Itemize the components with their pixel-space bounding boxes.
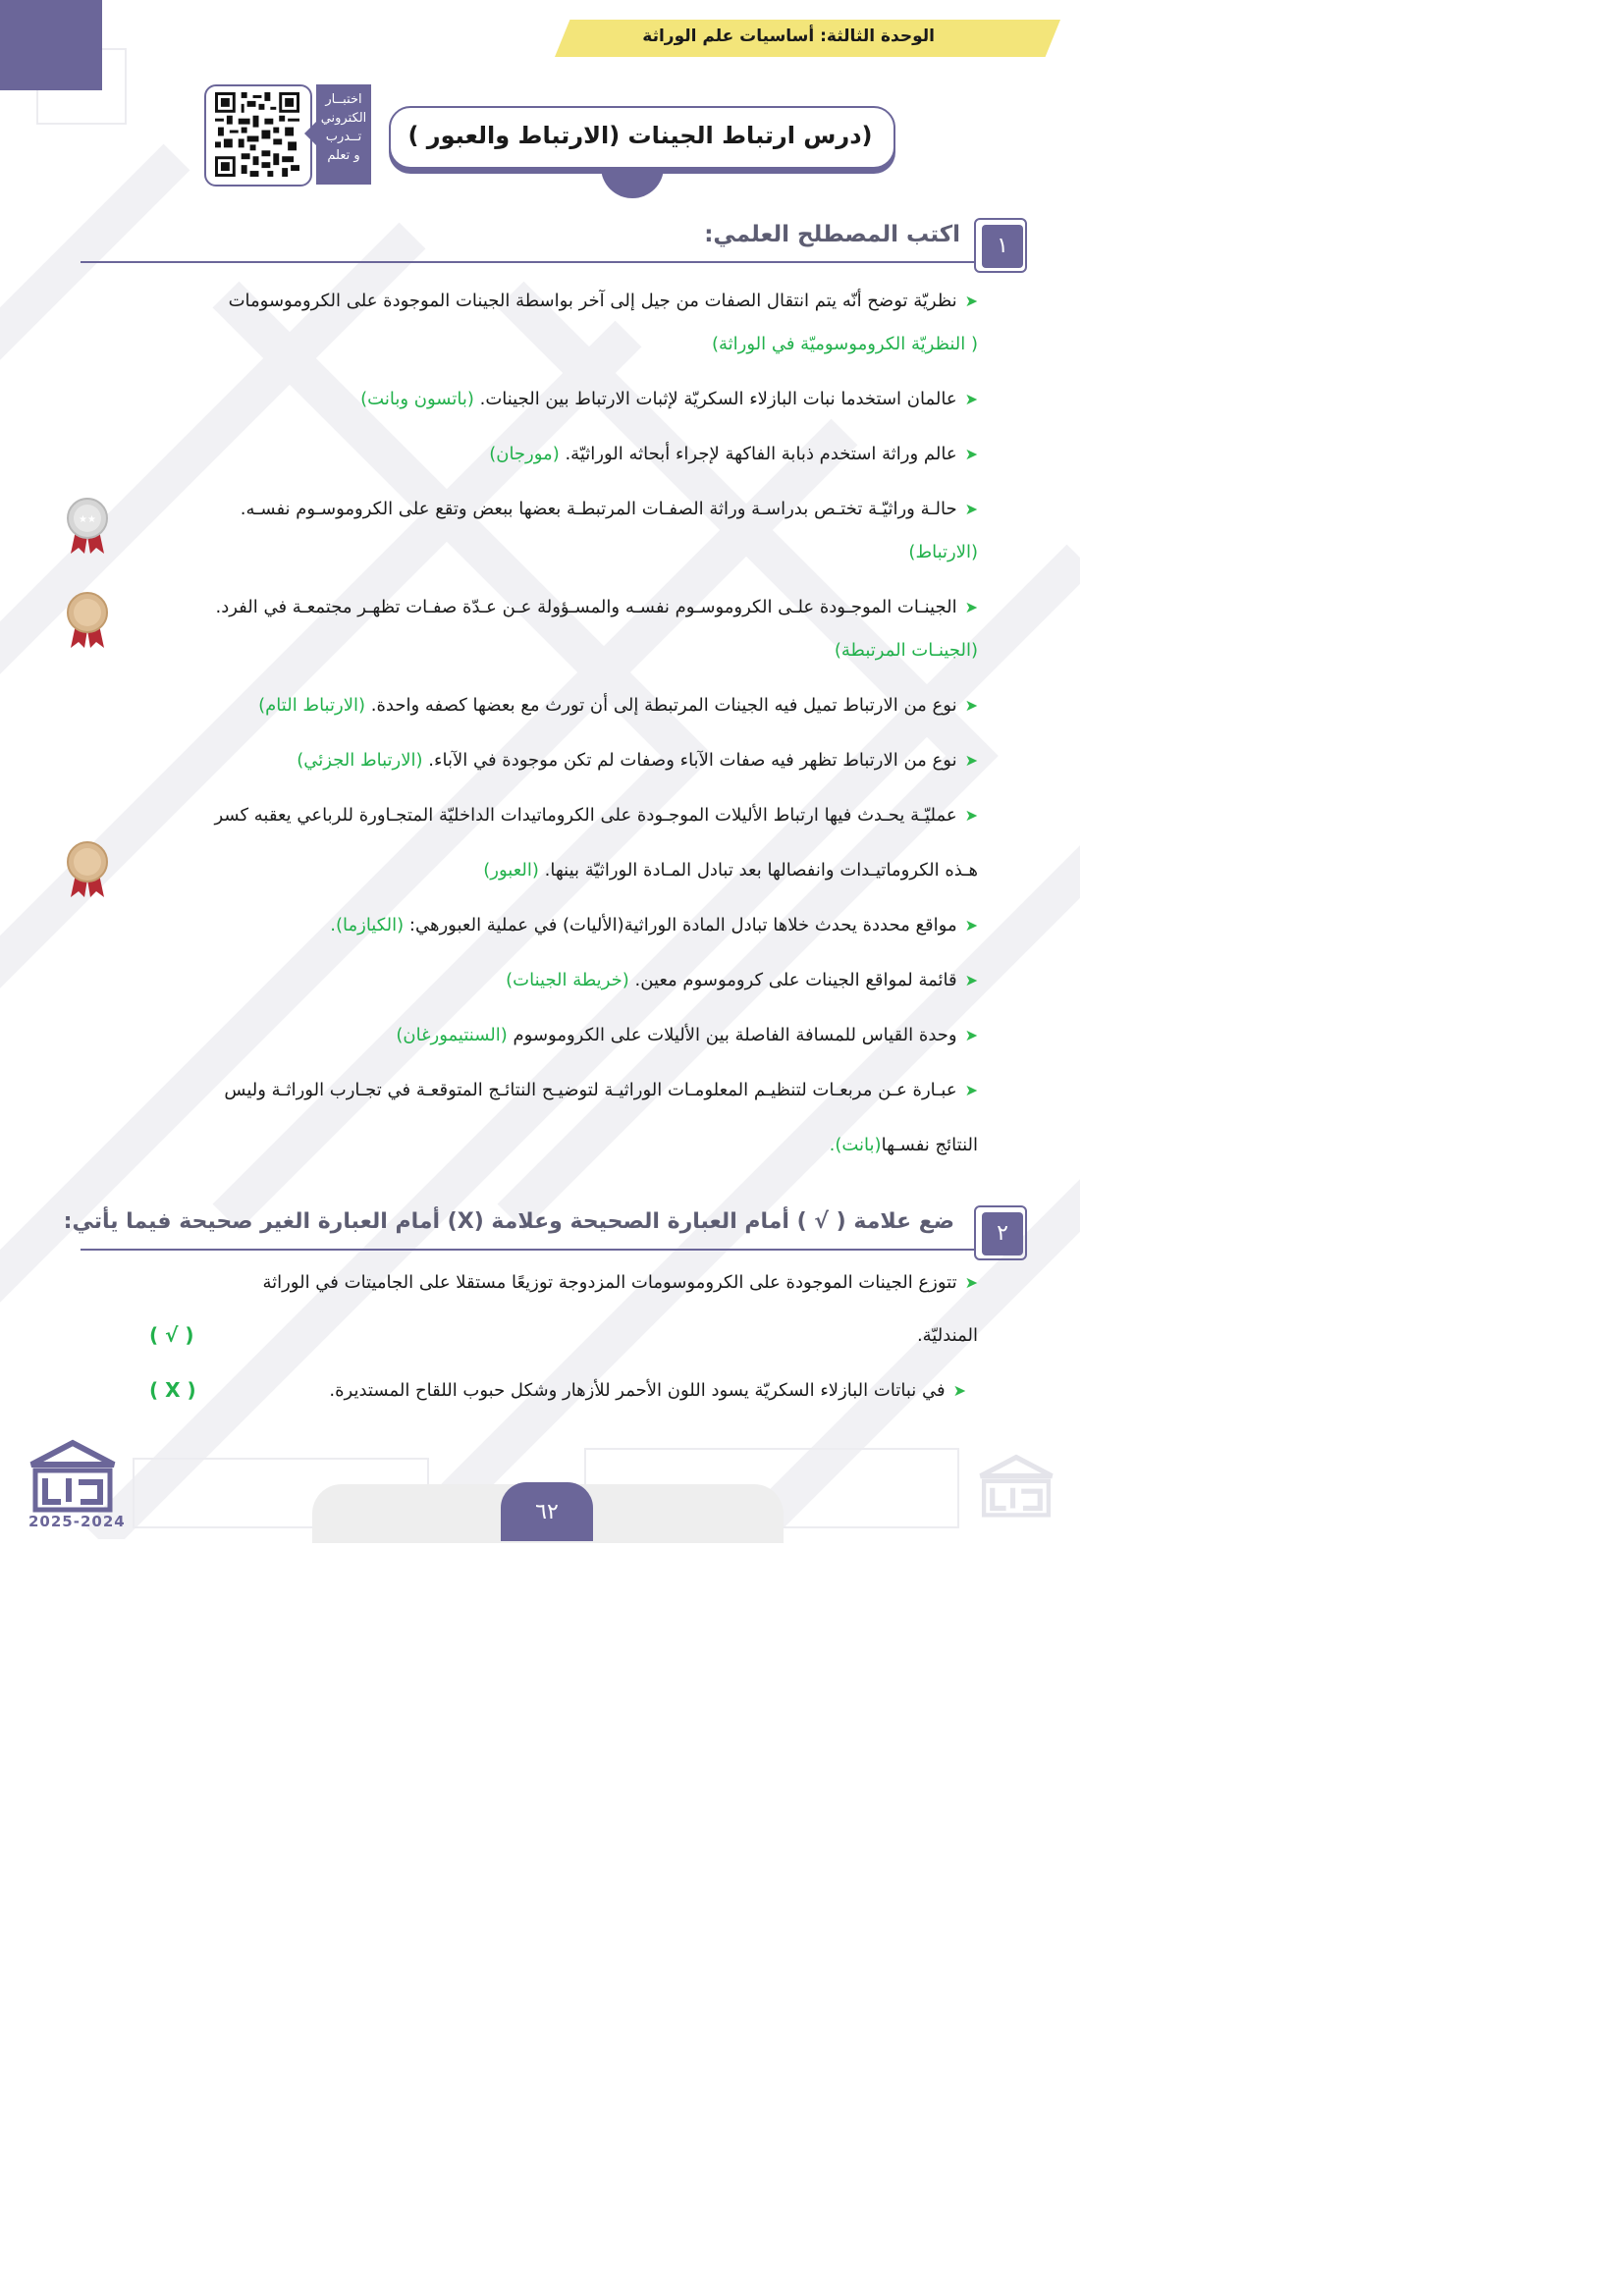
list-item (215, 805, 979, 827)
bullet-arrow-icon: ➤ (964, 390, 978, 408)
bullet-arrow-icon: ➤ (952, 1381, 966, 1400)
bullet-arrow-icon: ➤ (964, 500, 978, 518)
bullet-arrow-icon: ➤ (964, 1026, 978, 1044)
item-text: مواقع محددة يحدث خلاها تبادل المادة الوراثية(الأليات) في عملية العبورهي: (408, 915, 957, 935)
bullet-arrow-icon: ➤ (964, 1081, 978, 1099)
item-answer: (بانت). (829, 1135, 882, 1155)
item-answer: (مورجان) (489, 444, 560, 464)
bullet-arrow-icon: ➤ (964, 445, 978, 463)
qr-label-line: الكتروني (320, 111, 367, 126)
item-text: نظريّة توضح أنّه يتم انتقال الصفات من جيل إلى آخر بواسطة الجينات الموجودة على الكروموسومات (228, 291, 957, 311)
list-item (712, 334, 978, 355)
item-answer: (خريطة الجينات) (506, 970, 629, 990)
section2-divider (81, 1249, 974, 1251)
list-item (329, 1380, 966, 1402)
list-item (917, 1325, 978, 1347)
bullet-arrow-icon: ➤ (964, 916, 978, 934)
list-item (360, 389, 978, 410)
qr-code-icon[interactable] (215, 92, 299, 177)
qr-label-line: تــدرب (325, 130, 362, 144)
list-item (483, 860, 978, 881)
answer-mark: ( √ ) (149, 1323, 194, 1347)
svg-text:★★: ★★ (79, 514, 96, 525)
list-item (908, 542, 978, 563)
section2-number: ٢ (982, 1212, 1023, 1255)
list-item (229, 291, 978, 312)
bullet-arrow-icon: ➤ (964, 598, 978, 616)
bullet-arrow-icon: ➤ (964, 292, 978, 310)
watermark-logo-icon (972, 1447, 1060, 1525)
qr-label (316, 84, 371, 185)
item-text: المندليّة. (916, 1325, 978, 1346)
item-answer: (الارتباط الجزئي) (297, 750, 423, 771)
item-answer: ( النظريّة الكروموسوميّة في الوراثة) (711, 334, 978, 354)
item-answer: (السنتيمورغان) (396, 1025, 508, 1045)
list-item (489, 444, 978, 465)
silver-medal-icon (65, 497, 110, 556)
bronze-medal-icon (65, 840, 110, 899)
item-answer: (الارتباط التام) (258, 695, 365, 716)
item-answer: (الكيازما). (330, 915, 405, 935)
page-number: ٦٢ (501, 1482, 593, 1541)
item-answer: (باتسون وبانت) (360, 389, 474, 409)
item-answer: (الارتباط) (908, 542, 978, 562)
bullet-arrow-icon: ➤ (964, 1273, 978, 1292)
item-text: الجينـات الموجـودة علـى الكروموسـوم نفسـه والمسـؤولة عـن عـدّة صفـات تظهـر مجتمعـة في الفرد. (215, 597, 957, 617)
section1-title: اكتب المصطلح العلمي: (704, 222, 960, 247)
item-text: عمليّـة يحـدث فيها ارتباط الأليلات الموجـودة على الكروماتيدات الداخليّة المتجـاورة للرباعي يعقبه كسر (214, 805, 957, 826)
list-item (241, 499, 978, 520)
lesson-title: (درس ارتباط الجينات (الارتباط والعبور ) (407, 122, 873, 149)
bullet-arrow-icon: ➤ (964, 751, 978, 770)
bullet-arrow-icon: ➤ (964, 971, 978, 989)
section1-divider (81, 261, 974, 263)
item-text: في نباتات البازلاء السكريّة يسود اللون الأحمر للأزهار وشكل حبوب اللقاح المستديرة. (329, 1380, 946, 1401)
list-item (297, 750, 978, 772)
list-item (224, 1080, 978, 1101)
item-text: عالم وراثة استخدم ذبابة الفاكهة لإجراء أبحاثه الوراثيّة. (565, 444, 957, 464)
bronze-medal-icon (65, 591, 110, 650)
unit-title: الوحدة الثالثة: أساسيات علم الوراثة (642, 27, 935, 46)
item-answer: (الجينـات المرتبطة) (834, 640, 978, 661)
list-item (830, 1135, 978, 1156)
answer-mark: ( X ) (149, 1378, 196, 1402)
bullet-arrow-icon: ➤ (964, 806, 978, 825)
list-item (835, 640, 978, 662)
item-text: نوع من الارتباط تميل فيه الجينات المرتبطة إلى أن تورث مع بعضها كصفه واحدة. (370, 695, 957, 716)
school-logo-icon (22, 1439, 124, 1514)
list-item (215, 597, 978, 618)
item-text: هـذه الكروماتيـدات وانفصالها بعد تبادل المـادة الوراثيّة بينها. (544, 860, 978, 881)
item-text: نوع من الارتباط تظهر فيه صفات الآباء وصفات لم تكن موجودة في الآباء. (428, 750, 957, 771)
item-text: قائمة لمواقع الجينات على كروموسوم معين. (634, 970, 957, 990)
item-text: وحدة القياس للمسافة الفاصلة بين الأليلات على الكروموسوم (513, 1025, 957, 1045)
page (0, 0, 1080, 1539)
logo-year: 2025-2024 (28, 1513, 126, 1530)
lesson-title-notch (601, 165, 664, 198)
qr-label-line: و تعلم (327, 148, 360, 163)
bullet-arrow-icon: ➤ (964, 696, 978, 715)
item-text: النتائج نفسـها (881, 1135, 978, 1155)
list-item (258, 695, 978, 717)
qr-code-frame (204, 84, 312, 187)
section2-title: ضع علامة ( √ ) أمام العبارة الصحيحة وعلامة (X) أمام العبارة الغير صحيحة فيما يأتي: (63, 1209, 954, 1234)
list-item (506, 970, 978, 991)
item-text: حالـة وراثيّـة تختـص بدراسـة وراثة الصفـات المرتبطـة بعضها ببعض وتقع على الكروموسـوم نفسـه. (240, 499, 957, 519)
item-text: تتوزع الجينات الموجودة على الكروموسومات المزدوجة توزيعًا مستقلا على الجاميتات في الوراثة (262, 1272, 957, 1293)
list-item (396, 1025, 978, 1046)
item-text: عالمان استخدما نبات البازلاء السكريّة لإثبات الارتباط بين الجينات. (479, 389, 957, 409)
item-text: عبـارة عـن مربعـات لتنظيـم المعلومـات الوراثيـة لتوضيـح النتائـج المتوقعـة في تجـارب الوراثـة وليس (224, 1080, 957, 1100)
section1-number: ١ (982, 225, 1023, 268)
list-item (330, 915, 978, 936)
item-answer: (العبور) (483, 860, 539, 881)
qr-label-line: اختبــار (325, 92, 362, 107)
list-item (262, 1272, 978, 1294)
corner-block (0, 0, 102, 90)
